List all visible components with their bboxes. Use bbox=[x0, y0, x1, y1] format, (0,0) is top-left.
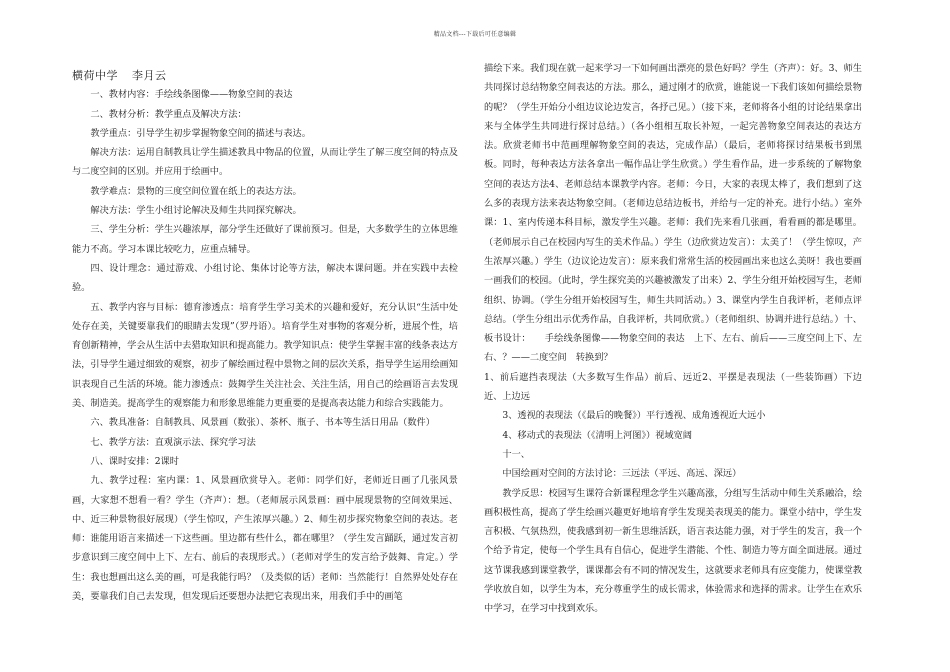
paragraph: 八、课时安排：2课时 bbox=[90, 455, 179, 467]
paragraph: 解决方法：学生小组讨论解决及师生共同探究解决。 bbox=[90, 205, 302, 217]
paragraph: 九、教学过程：室内课：1、风景画欣赏导入。老师：同学们好，老师近日画了几张风景画，大家想不想看一看？学生（齐声）：想。（老师展示风景画：画中展现景物的空间效果远、中、近三种景物很好展现）（学生惊叹，产生浓厚兴趣。）2、师生初步探究物象空间的表达。老师：谁能用语言来描述一下这些画。里边都有些什么，都在哪里？（学生发言踊跃，通过发言初步意识到三度空间中上下、左右、前后的表现形式。）（老师对学生的发言给予鼓舞、肯定。）学生：我也想画出这么美的画，可是我能行吗？（及类似的话）老师：当然能行！自然界处处存在美，要靠我们自己去发现，但发现后还要想办法把它表现出来，用我们手中的画笔 bbox=[72, 475, 458, 603]
paragraph: 中国绘画对空间的方法讨论：三远法（平远、高远、深远） bbox=[502, 468, 742, 480]
paragraph: 教学重点：引导学生初步掌握物象空间的描述与表达。 bbox=[90, 127, 311, 139]
author-name: 李月云 bbox=[132, 69, 167, 82]
document-title bbox=[72, 66, 458, 85]
paragraph: 四、设计理念：通过游戏、小组讨论、集体讨论等方法，解决本课问题。并在实践中去检验。 bbox=[72, 262, 458, 294]
school-name: 横荷中学 bbox=[72, 69, 118, 82]
paragraph: 教学反思：校园写生课符合新课程理念学生兴趣高涨，分组写生活动中师生关系融洽，绘画积极性高，提高了学生绘画兴趣更好地培育学生发现美表现美的能力。课堂小结中，学生发言积极、气氛热烈，使我感到初一新生思维活跃，语言表达能力强，对于学生的发言，我一个个给予肯定，使每一个学生具有自信心，促进学生潜能、个性、制造力等方面全面进展。通过这节课我感到课堂教学，课课都会有不同的情况发生，这就要求老师具有应变能力，使课堂教学收放自如，以学生为本，充分尊重学生的成长需求，体验需求和选择的需求。让学生在欢乐中学习，在学习中找到欢乐。 bbox=[484, 487, 862, 615]
paragraph: 3、透视的表现法（《最后的晚餐》）平行透视、成角透视近大远小 bbox=[502, 410, 766, 422]
paragraph: 解决方法：运用自制教具让学生描述教具中物品的位置，从而让学生了解三度空间的特点及与二度空间的区别。并应用于绘画中。 bbox=[72, 147, 458, 178]
paragraph: 三、学生分析：学生兴趣浓厚，部分学生还做好了课前预习。但是，大多数学生的立体思维能力不高。学习本课比较吃力，应重点辅导。 bbox=[72, 224, 458, 255]
right-column bbox=[484, 59, 862, 619]
paragraph: 4、移动式的表现法（《清明上河图》）视域宽阔 bbox=[502, 429, 692, 441]
paragraph: 教学难点：景物的三度空间位置在纸上的表达方法。 bbox=[90, 185, 302, 197]
paragraph: 描绘下来。我们现在就一起来学习一下如何画出漂亮的景色好吗？学生（齐声）：好。3、师生共同探讨总结物象空间表达的方法。那么，通过刚才的欣赏，谁能说一下我们该如何描绘景物的呢？（学生开始分小组边议论边发言，各抒己见。）（接下来，老师将各小组的讨论结果拿出来与全体学生共同进行探讨总结。）（各小组相互取长补短，一起完善物象空间表达的表达方法。欣赏老师书中范画理解物象空间的表达，完成作品）（最后，老师将探讨结果板书到黑板。同时，每种表达方法各拿出一幅作品让学生欣赏。）学生看作品，进一步系统的了解物象空间的表达方法4、老师总结本课教学内容。老师：今日，大家的表现太棒了，我们想到了这么多的表现方法来表达物象空间。（老师边总结边板书，并给与一定的补充。进行小结。）室外课：1、室内传递本科目标，激发学生兴趣。老师：我们先来看几张画，看看画的都是哪里。（老师展示自己在校园内写生的美术作品。）学生（边欣赏边发言）：太美了！（学生惊叹，产生浓厚兴趣。）学生（边议论边发言）：原来我们常常生活的校园画出来也这么美呀！我也要画一画我们的校园。（此时，学生探究美的兴趣被激发了出来）2、学生分组开始校园写生，老师组织、协调。（学生分组开始校园写生，师生共同活动。）3、课堂内学生自我评析，老师点评总结。（学生分组出示优秀作品，自我评析，共同欣赏。）（老师组织、协调并进行总结。）十、板书设计： 手绘线条图像——物象空间的表达 上下、左右、前后——三度空间上下、左右、？——二度空间 转换到？ bbox=[484, 63, 862, 364]
paragraph: 五、教学内容与目标：德育渗透点：培育学生学习美术的兴趣和爱好，充分认识“生活中处处存在美，关键要靠我们的眼睛去发现”（罗丹语）。培育学生对事物的客观分析，进展个性，培育创新精神，学会从生活中去猎取知识和提高能力。教学知识点：使学生掌握丰富的线条表达方法，引导学生通过细致的观察，初步了解绘画过程中景物之间的层次关系，指导学生运用绘画知识表现自己生活的环境。能力渗透点：鼓舞学生关注社会、关注生活，用自己的绘画语言去发现美、制造美。提高学生的观察能力和形象思维能力更重要的是提高表达能力和综合实践能力。 bbox=[72, 301, 458, 410]
left-column bbox=[72, 66, 458, 606]
page-header: 精品文档---下载后可任意编辑 bbox=[433, 31, 517, 38]
paragraph: 七、教学方法：直观演示法、探究学习法 bbox=[90, 436, 256, 448]
paragraph: 十一、 bbox=[502, 448, 530, 460]
paragraph: 六、教具准备：自制教具、风景画（数张）、茶杯、瓶子、书本等生活日用品（数件） bbox=[90, 417, 435, 429]
paragraph: 1、前后遮挡表现法（大多数写生作品）前后、远近2、平摆是表现法（一些装饰画）下边近、上边远 bbox=[484, 371, 862, 403]
paragraph: 二、教材分析：教学重点及解决方法： bbox=[90, 108, 247, 120]
paragraph: 一、教材内容：手绘线条图像——物象空间的表达 bbox=[90, 89, 293, 101]
